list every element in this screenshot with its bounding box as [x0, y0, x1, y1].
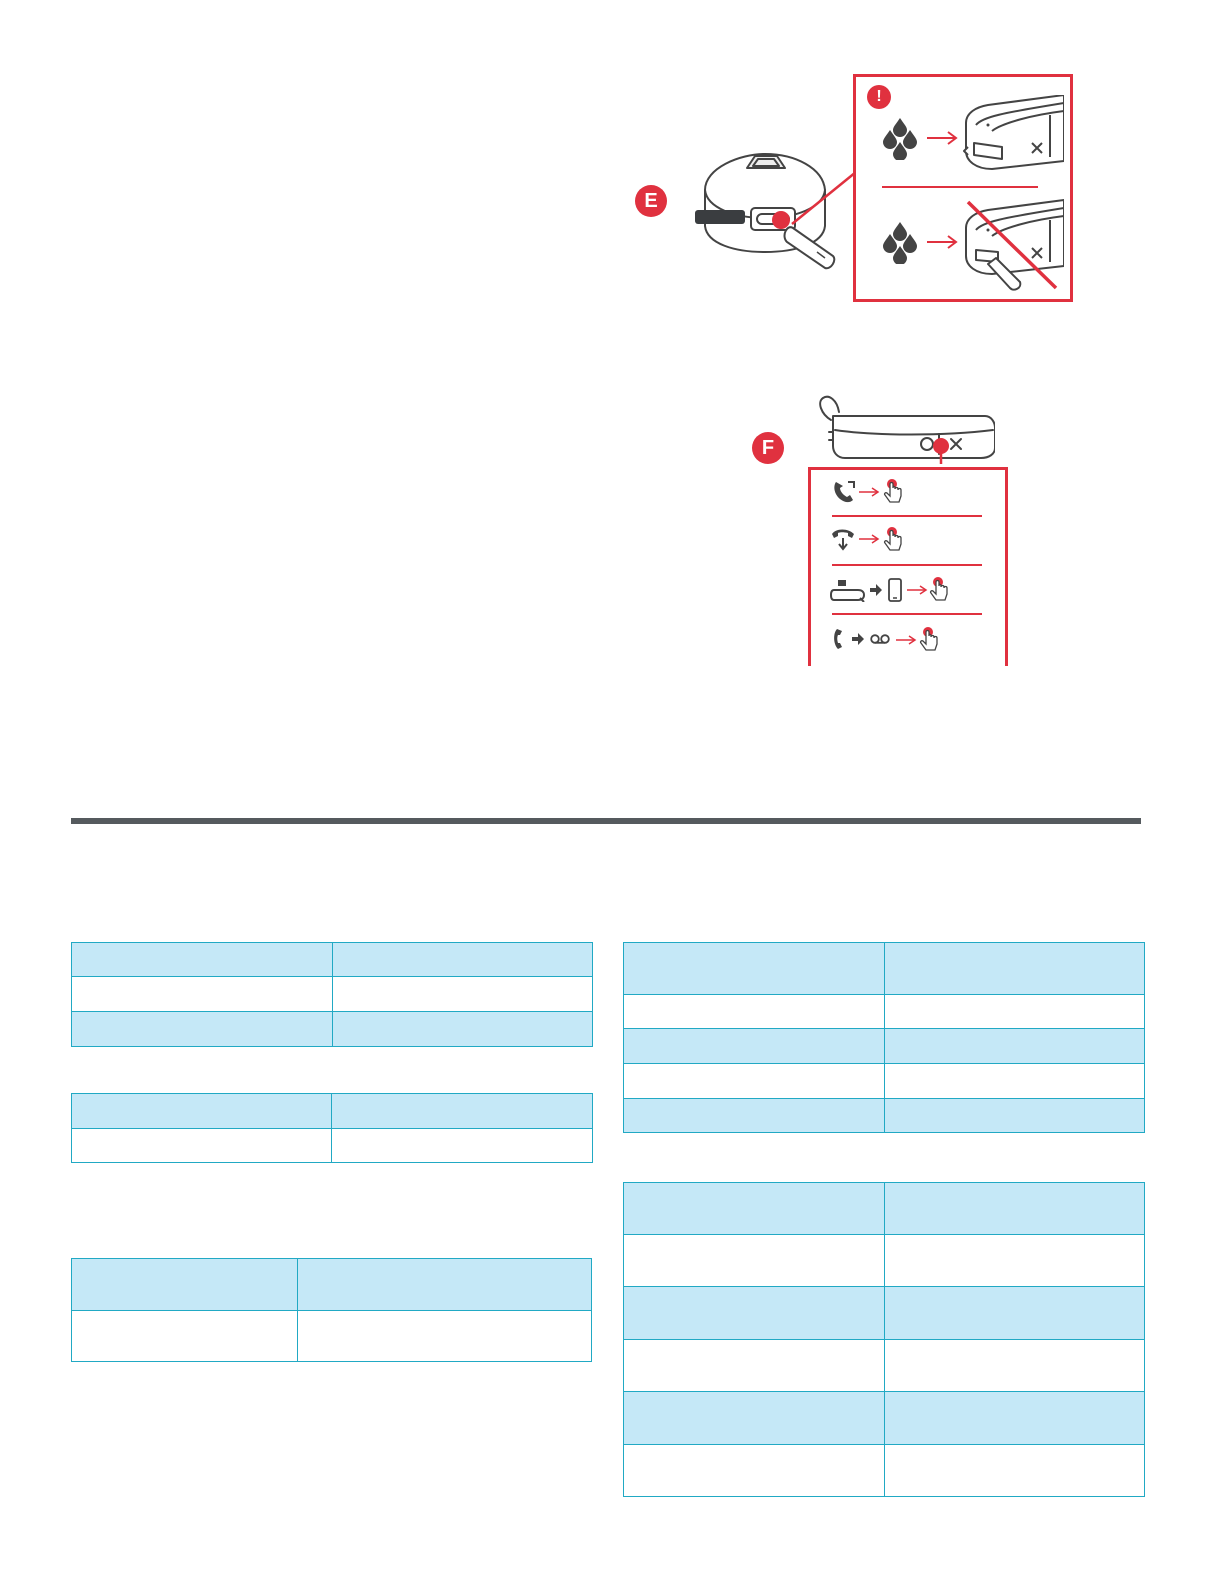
table-cell [72, 1259, 298, 1311]
table-row [624, 1445, 1145, 1497]
arrow-right-icon [906, 584, 928, 596]
table-cell [624, 995, 885, 1029]
table-cell [885, 1392, 1145, 1445]
table-cell [885, 1340, 1145, 1392]
table-row [624, 1183, 1145, 1235]
table-cell [333, 1012, 593, 1047]
earbud-icon [962, 95, 1064, 175]
table-cell [885, 1183, 1145, 1235]
tap-finger-icon [882, 478, 904, 504]
arrow-small-icon [852, 633, 864, 645]
water-drops-icon [882, 222, 918, 264]
earbud-top-illustration [815, 392, 995, 464]
table-cell [72, 1129, 332, 1163]
table-cell [624, 943, 885, 995]
table-row [72, 1012, 593, 1047]
prohibited-slash-icon [962, 196, 1062, 292]
table-cell [885, 943, 1145, 995]
table-row [624, 995, 1145, 1029]
table-cell [885, 995, 1145, 1029]
smartphone-icon [888, 578, 902, 602]
table-row [72, 1129, 593, 1163]
tap-finger-icon [918, 626, 940, 652]
table-row [624, 1235, 1145, 1287]
table-cell [333, 977, 593, 1012]
table-cell [885, 1287, 1145, 1340]
table-row [72, 943, 593, 977]
arrow-right-icon [926, 130, 958, 146]
arrow-small-icon [870, 584, 882, 596]
table-cell [72, 1094, 332, 1129]
tap-finger-icon [882, 526, 904, 552]
figure-e-badge: E [635, 185, 667, 217]
warning-badge: ! [867, 85, 891, 109]
table-cell [298, 1259, 592, 1311]
table-row [72, 1311, 592, 1362]
table-cell [333, 943, 593, 977]
spec-table [71, 1258, 592, 1362]
voicemail-icon [870, 633, 890, 645]
table-cell [72, 943, 333, 977]
table-cell [624, 1235, 885, 1287]
arrow-right-icon [858, 486, 880, 498]
spec-table [71, 942, 593, 1047]
spec-table [71, 1093, 593, 1163]
table-row [624, 1064, 1145, 1099]
table-cell [624, 1287, 885, 1340]
arrow-right-icon [858, 533, 880, 545]
arrow-right-icon [926, 234, 958, 250]
phone-answer-icon [832, 480, 858, 504]
table-row [624, 1287, 1145, 1340]
table-row [72, 1259, 592, 1311]
callout-connector [790, 168, 860, 228]
table-row [72, 977, 593, 1012]
figure-f-badge: F [752, 432, 784, 464]
table-cell [72, 977, 333, 1012]
table-cell [332, 1094, 593, 1129]
table-cell [624, 1064, 885, 1099]
table-cell [624, 1183, 885, 1235]
table-cell [72, 1012, 333, 1047]
table-cell [298, 1311, 592, 1362]
phone-call-icon [832, 628, 846, 650]
water-drops-icon [882, 118, 918, 160]
controls-divider [832, 564, 982, 566]
table-cell [624, 1029, 885, 1064]
table-cell [624, 1340, 885, 1392]
controls-divider [832, 515, 982, 517]
controls-divider [832, 613, 982, 615]
arrow-right-icon [895, 634, 917, 646]
table-row [624, 943, 1145, 995]
table-cell [624, 1392, 885, 1445]
table-cell [885, 1099, 1145, 1133]
tap-finger-icon [928, 576, 950, 602]
spec-table [623, 1182, 1145, 1497]
phone-hangup-icon [830, 524, 856, 552]
table-cell [332, 1129, 593, 1163]
table-cell [885, 1235, 1145, 1287]
table-cell [624, 1099, 885, 1133]
table-cell [624, 1445, 885, 1497]
table-cell [885, 1445, 1145, 1497]
table-row [624, 1340, 1145, 1392]
section-rule [71, 818, 1141, 824]
table-cell [885, 1064, 1145, 1099]
spec-table [623, 942, 1145, 1133]
table-row [624, 1392, 1145, 1445]
warning-divider [882, 186, 1038, 188]
table-row [624, 1029, 1145, 1064]
table-row [624, 1099, 1145, 1133]
headset-icon [830, 578, 866, 602]
table-cell [72, 1311, 298, 1362]
table-row [72, 1094, 593, 1129]
table-cell [885, 1029, 1145, 1064]
